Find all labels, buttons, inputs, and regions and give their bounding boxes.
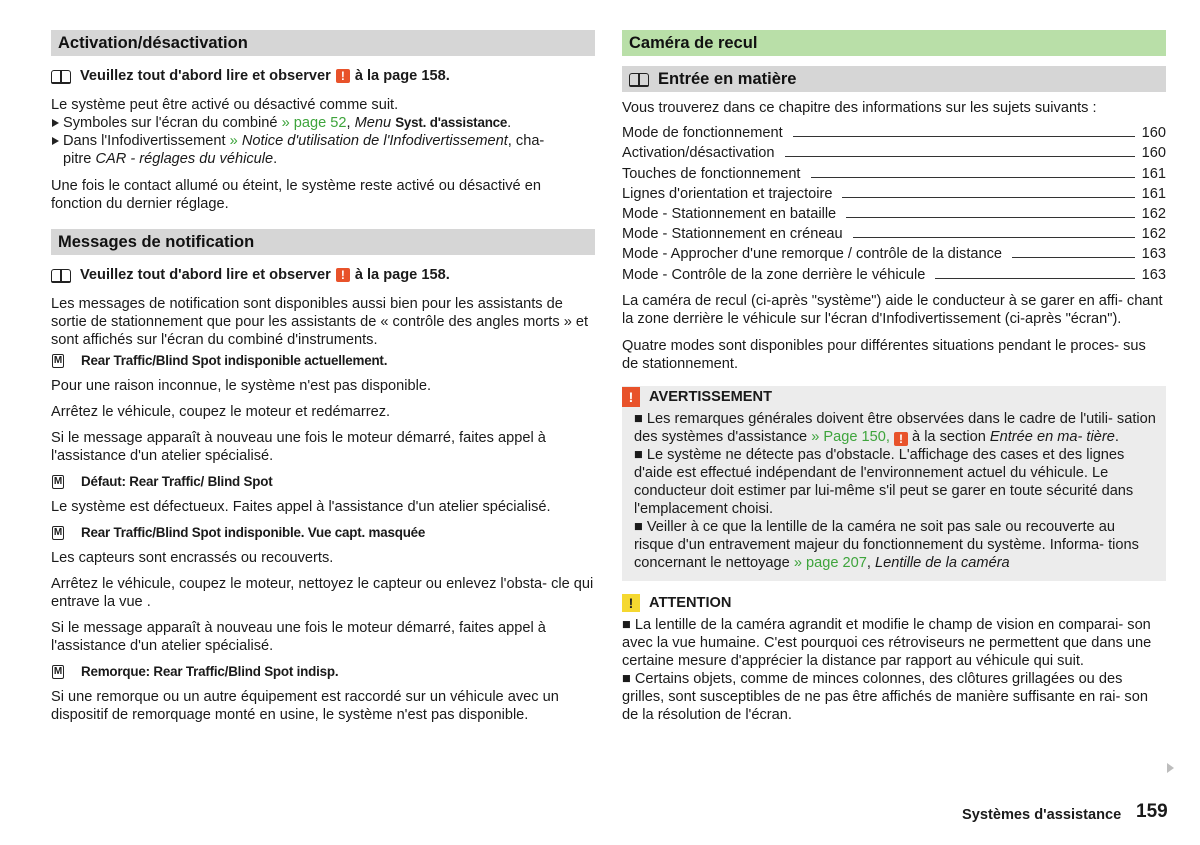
toc-page-number: 160 xyxy=(1141,125,1166,142)
page-link[interactable]: » Page 150, xyxy=(811,428,890,445)
toc-page-number: 162 xyxy=(1141,205,1166,222)
attention-icon: ! xyxy=(622,594,640,612)
warning-item: ■ Les remarques générales doivent être observées dans le cadre de l'utili- sation des systèmes d'assistance » Page 150, ! à la section Entrée en ma- tière. xyxy=(634,410,1156,446)
toc-row[interactable] xyxy=(622,243,1166,263)
toc-label: Mode - Approcher d'une remorque / contrôle de la distance xyxy=(622,246,1003,263)
toc-row[interactable] xyxy=(622,223,1166,243)
section-title-activation: Activation/désactivation xyxy=(51,30,595,56)
toc-leader xyxy=(935,278,1135,279)
toc-leader xyxy=(785,156,1135,157)
toc-page-number: 163 xyxy=(1141,266,1166,283)
list-item: Dans l'Infodivertissement » Notice d'utilisation de l'Infodivertissement, cha- pitre CAR - réglages du véhicule. xyxy=(51,132,595,168)
paragraph: Les messages de notification sont disponibles aussi bien pour les assistants de sortie de stationnement que pour les assistants de « contrôle des angles morts » et sont affichés sur l'écran du combiné d'instruments. xyxy=(51,296,589,348)
attention-box xyxy=(622,593,1166,724)
attention-item: ■ Certains objets, comme de minces colonnes, des clôtures grillagées ou des grilles, sont susceptibles de ne pas être affichés de manière suffisante en rai- son de la résolution de l'écran. xyxy=(622,670,1148,723)
warning-box xyxy=(622,386,1166,581)
table-of-contents xyxy=(622,122,1166,284)
list-item: Symboles sur l'écran du combiné » page 52, Menu Syst. d'assistance. xyxy=(51,114,595,132)
book-icon xyxy=(51,268,71,282)
warning-icon: ! xyxy=(336,69,350,83)
toc-label: Mode - Stationnement en créneau xyxy=(622,226,843,243)
warning-icon: ! xyxy=(894,432,908,446)
toc-page-number: 161 xyxy=(1141,165,1166,182)
warning-title: ! AVERTISSEMENT xyxy=(622,387,1156,407)
toc-label: Mode de fonctionnement xyxy=(622,125,783,142)
page-link[interactable]: » page 52 xyxy=(281,115,347,131)
toc-leader xyxy=(853,237,1135,238)
toc-label: Lignes d'orientation et trajectoire xyxy=(622,185,833,202)
toc-leader xyxy=(811,177,1136,178)
paragraph: Arrêtez le véhicule, coupez le moteur, nettoyez le capteur ou enlevez l'obsta- cle qui entrave la vue . xyxy=(51,576,594,610)
warning-icon: ! xyxy=(336,268,350,282)
toc-leader xyxy=(842,197,1135,198)
book-icon xyxy=(629,72,649,86)
paragraph: Le système peut être activé ou désactivé comme suit. xyxy=(51,97,399,113)
section-title-intro: Entrée en matière xyxy=(622,66,1166,92)
message-icon xyxy=(52,665,64,679)
paragraph: Quatre modes sont disponibles pour différentes situations pendant le proces- sus de stationnement. xyxy=(622,337,1146,372)
page-link[interactable]: » page 207 xyxy=(793,554,867,571)
toc-label: Mode - Stationnement en bataille xyxy=(622,205,837,222)
warning-icon: ! xyxy=(622,387,640,407)
warning-item: ■ Veiller à ce que la lentille de la caméra ne soit pas sale ou recouverte au risque d'un entravement majeur du fonctionnement du système. Informa- tions concernant le nettoyage » page 207, Lentille de la caméra xyxy=(634,518,1139,571)
toc-intro: Vous trouverez dans ce chapitre des informations sur les sujets suivants : xyxy=(622,100,1097,116)
message-heading: M Rear Traffic/Blind Spot indisponible. Vue capt. masquée xyxy=(51,524,595,542)
paragraph: Si le message apparaît à nouveau une fois le moteur démarré, faites appel à l'assistance d'un atelier spécialisé. xyxy=(51,430,546,464)
toc-leader xyxy=(1012,257,1135,258)
message-heading: M Remorque: Rear Traffic/Blind Spot indisp. xyxy=(51,663,595,681)
toc-label: Activation/désactivation xyxy=(622,145,775,162)
toc-row[interactable] xyxy=(622,162,1166,182)
toc-leader xyxy=(793,136,1135,137)
message-icon xyxy=(52,354,64,368)
paragraph: Arrêtez le véhicule, coupez le moteur et redémarrez. xyxy=(51,404,391,420)
right-column xyxy=(622,30,1166,724)
toc-leader xyxy=(846,217,1135,218)
next-page-arrow-icon xyxy=(1167,763,1174,773)
message-icon xyxy=(52,526,64,540)
message-heading: M Rear Traffic/Blind Spot indisponible actuellement. xyxy=(51,352,595,370)
paragraph: Les capteurs sont encrassés ou recouverts. xyxy=(51,550,334,566)
page-number: 159 xyxy=(1136,801,1168,822)
warning-item: ■ Le système ne détecte pas d'obstacle. L'affichage des cases et des lignes d'aide est effectué indépendant de l'environnement actuel du véhicule. Le conducteur doit estimer par lui-même s'il peut se garer en toute sécurité dans l'emplacement choisi. xyxy=(634,446,1134,517)
toc-row[interactable] xyxy=(622,203,1166,223)
attention-body xyxy=(622,616,1166,724)
attention-item: ■ La lentille de la caméra agrandit et modifie le champ de vision en comparai- son avec la vue humaine. C'est pourquoi ces rétroviseurs ne permettent que dans une certaine mesure d'apprécier la distance par rapport au véhicule qui suit. xyxy=(622,616,1152,669)
attention-title: ! ATTENTION xyxy=(622,593,1166,613)
paragraph: Pour une raison inconnue, le système n'est pas disponible. xyxy=(51,378,432,394)
toc-page-number: 160 xyxy=(1141,145,1166,162)
message-icon xyxy=(52,475,64,489)
see-also-note: Veuillez tout d'abord lire et observer ! à la page 158. xyxy=(51,265,595,285)
section-title-messages: Messages de notification xyxy=(51,229,595,255)
left-column xyxy=(51,30,595,724)
message-heading: M Défaut: Rear Traffic/ Blind Spot xyxy=(51,473,595,491)
doc-link[interactable]: » xyxy=(229,133,238,149)
see-also-note: Veuillez tout d'abord lire et observer ! à la page 158. xyxy=(51,66,595,86)
toc-page-number: 162 xyxy=(1141,226,1166,243)
book-icon xyxy=(51,69,71,83)
toc-row[interactable] xyxy=(622,183,1166,203)
toc-row[interactable] xyxy=(622,263,1166,283)
toc-page-number: 161 xyxy=(1141,185,1166,202)
footer-section: Systèmes d'assistance xyxy=(962,807,1122,823)
paragraph: La caméra de recul (ci-après "système") aide le conducteur à se garer en affi- chant la zone derrière le véhicule sur l'écran d'Infodivertissement (ci-après "écran"). xyxy=(622,292,1163,327)
toc-row[interactable] xyxy=(622,122,1166,142)
chapter-title: Caméra de recul xyxy=(622,30,1166,56)
warning-body xyxy=(622,410,1156,572)
toc-row[interactable] xyxy=(622,142,1166,162)
paragraph: Une fois le contact allumé ou éteint, le système reste activé ou désactivé en fonction du dernier réglage. xyxy=(51,178,541,212)
toc-label: Mode - Contrôle de la zone derrière le véhicule xyxy=(622,266,926,283)
paragraph: Le système est défectueux. Faites appel à l'assistance d'un atelier spécialisé. xyxy=(51,499,551,515)
toc-label: Touches de fonctionnement xyxy=(622,165,801,182)
paragraph: Si le message apparaît à nouveau une fois le moteur démarré, faites appel à l'assistance d'un atelier spécialisé. xyxy=(51,620,546,654)
toc-page-number: 163 xyxy=(1141,246,1166,263)
paragraph: Si une remorque ou un autre équipement est raccordé sur un véhicule avec un dispositif de remorquage monté en usine, le système n'est pas disponible. xyxy=(51,689,559,723)
